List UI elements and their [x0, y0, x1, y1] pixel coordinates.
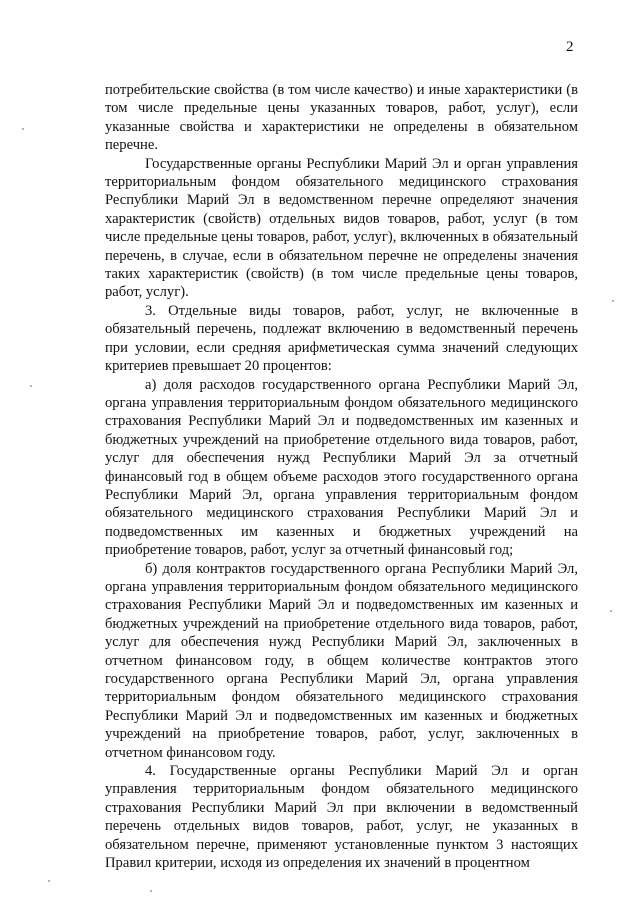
paragraph-continuation: потребительские свойства (в том числе качество) и иные характеристики (в том числе предельные цены указанных товаров, работ, услуг), если указанные свойства и характеристики не определены в обязательном перечне.: [105, 82, 578, 154]
scan-speck: [150, 890, 152, 892]
paragraph-item-3b: б) доля контрактов государственного органа Республики Марий Эл, органа управления территориальным фондом обязательного медицинского страхования Республики Марий Эл и подведомственных им казенных и бюджетных учреждений на приобретение отдельного вида товаров, работ, услуг для обеспечения нужд Республики Марий Эл, заключенных в отчетном финансовом году, в общем количестве контрактов этого государственного органа Республики Марий Эл, органа управления территориальным фондом обязательного медицинского страхования Республики Марий Эл и подведомственных им казенных и бюджетных учреждений на приобретение товаров, работ, услуг, заключенных в отчетном финансовом году.: [105, 560, 578, 761]
document-body: [105, 81, 578, 872]
paragraph-item-4: 4. Государственные органы Республики Марий Эл и орган управления территориальным фондом обязательного медицинского страхования Республики Марий Эл при включении в ведомственный перечень отдельных видов товаров, работ, услуг, не указанных в обязательном перечне, применяют установленные пунктом 3 настоящих Правил критерии, исходя из определения их значений в процентном: [105, 763, 578, 872]
scan-speck: [610, 610, 612, 612]
scan-speck: [48, 880, 50, 882]
scan-speck: [30, 385, 32, 387]
paragraph-item-3: 3. Отдельные виды товаров, работ, услуг, не включенные в обязательный перечень, подлежат включению в ведомственный перечень при условии, если средняя арифметическая сумма значений следующих критериев превышает 20 процентов:: [105, 302, 578, 375]
scan-speck: [612, 300, 614, 302]
scan-speck: [22, 128, 24, 130]
paragraph-item-3a: а) доля расходов государственного органа Республики Марий Эл, органа управления территориальным фондом обязательного медицинского страхования Республики Марий Эл и подведомственных им казенных и бюджетных учреждений на приобретение отдельного вида товаров, работ, услуг для обеспечения нужд Республики Марий Эл за отчетный финансовый год в общем объеме расходов этого государственного органа Республики Марий Эл, органа управления территориальным фондом обязательного медицинского страхования Республики Марий Эл и подведомственных им казенных и бюджетных учреждений на приобретение товаров, работ, услуг за отчетный финансовый год;: [105, 376, 578, 559]
paragraph-state-bodies-values: Государственные органы Республики Марий Эл и орган управления территориальным фондом обязательного медицинского страхования Республики Марий Эл в ведомственном перечне определяют значения характеристик (свойств) отдельных видов товаров, работ, услуг (в том числе предельные цены товаров, работ, услуг), включенных в обязательный перечень, в случае, если в обязательном перечне не определены значения таких характеристик (свойств) (в том числе предельные цены товаров, работ, услуг).: [105, 155, 578, 301]
page-number: 2: [566, 39, 574, 55]
